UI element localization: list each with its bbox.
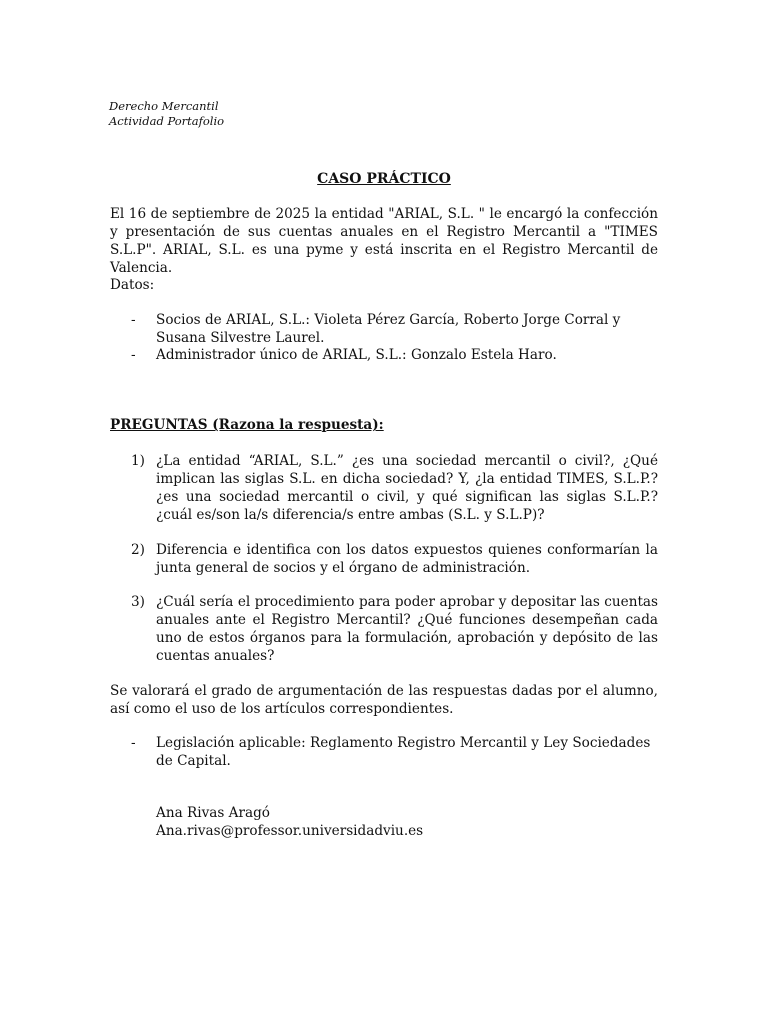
question-1 <box>131 452 658 524</box>
signature-name: Ana Rivas Aragó <box>156 805 270 821</box>
question-number: 2) <box>131 542 145 558</box>
signature-email: Ana.rivas@professor.universidadviu.es <box>156 823 424 839</box>
question-number: 3) <box>131 594 145 610</box>
list-item-text: Administrador único de ARIAL, S.L.: Gonzalo Estela Haro. <box>156 347 557 363</box>
list-item-text: Legislación aplicable: Reglamento Registro Mercantil y Ley Sociedades de Capital. <box>156 735 651 769</box>
activity-name: Actividad Portafolio <box>109 114 225 128</box>
evaluation-paragraph: Se valorará el grado de argumentación de las respuestas dadas por el alumno, así como el uso de los artículos correspondientes. <box>110 683 658 717</box>
datos-item-socios <box>131 311 658 347</box>
question-number: 1) <box>131 453 145 469</box>
document-header <box>109 99 224 129</box>
legislation-item <box>131 734 658 770</box>
datos-label: Datos: <box>110 277 155 293</box>
list-bullet: - <box>131 312 136 328</box>
question-3 <box>131 593 658 665</box>
course-name: Derecho Mercantil <box>109 99 219 113</box>
question-2 <box>131 541 658 577</box>
list-bullet: - <box>131 347 136 363</box>
datos-item-administrador <box>131 346 658 364</box>
question-text: Diferencia e identifica con los datos expuestos quienes conformarían la junta general de socios y el órgano de administración. <box>156 542 658 576</box>
document-title: CASO PRÁCTICO <box>317 171 451 187</box>
list-item-text: Socios de ARIAL, S.L.: Violeta Pérez García, Roberto Jorge Corral y Susana Silvestre Laurel. <box>156 312 621 346</box>
list-bullet: - <box>131 735 136 751</box>
intro-paragraph: El 16 de septiembre de 2025 la entidad "ARIAL, S.L. " le encargó la confección y presentación de sus cuentas anuales en el Registro Mercantil a "TIMES S.L.P". ARIAL, S.L. es una pyme y está inscrita en el Registro Mercantil de Valencia. <box>110 206 658 276</box>
question-text: ¿Cuál sería el procedimiento para poder aprobar y depositar las cuentas anuales ante el Registro Mercantil? ¿Qué funciones desempeñan cada uno de estos órganos para la formulación, aprobación y depósito de las cuentas anuales? <box>156 594 658 664</box>
question-text: ¿La entidad “ARIAL, S.L.” ¿es una sociedad mercantil o civil?, ¿Qué implican las siglas S.L. en dicha sociedad? Y, ¿la entidad TIMES, S.L.P.? ¿es una sociedad mercantil o civil, y qué significan las siglas S.L.P.? ¿cuál es/son la/s diferencia/s entre ambas (S.L. y S.L.P)? <box>156 453 658 523</box>
questions-heading: PREGUNTAS (Razona la respuesta): <box>110 417 384 433</box>
